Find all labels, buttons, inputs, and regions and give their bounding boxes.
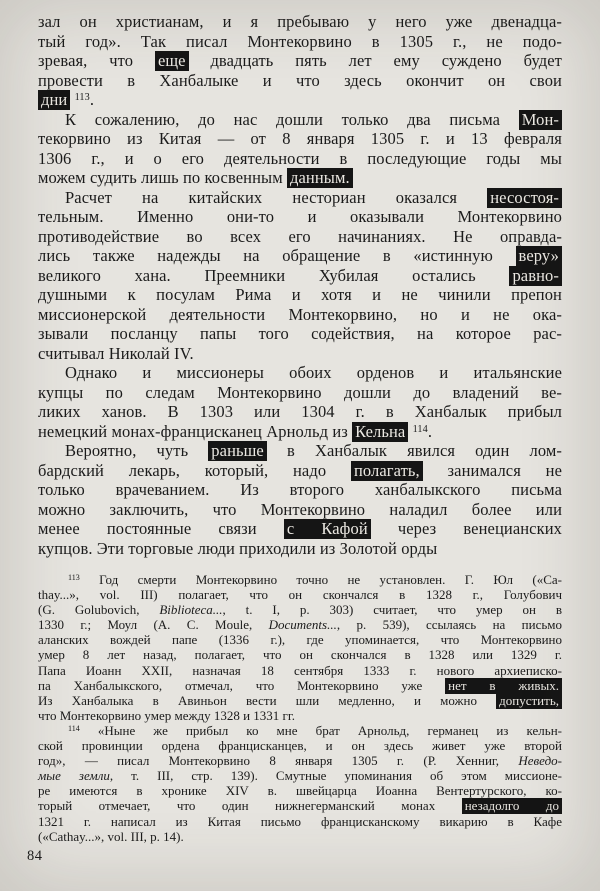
text-segment: («Cathay...», vol. III, р. 14). [38,828,184,844]
footnote-ref: 113 [68,573,80,583]
text-line [38,207,562,227]
text-line [38,266,562,286]
highlighted-text-segment: раньше [208,441,267,461]
text-segment: Из Ханбалыка в Авиньон вести шли медленно, и можно [38,692,497,708]
text-segment: зывали посланцу папы того содействия, на которое рас- [38,324,562,343]
text-segment: Вероятно, чуть [65,441,209,460]
text-segment: год», — писал Монтекорвино 8 января 1305 г. (Р. Хенниг, [38,753,519,769]
text-line [38,602,562,617]
text-segment: купцы по следам Монтекорвино дошли до владений ве- [38,382,562,402]
text-segment: 1330 г.; Моул (А. С. Moule, [38,617,269,633]
text-segment: занимался не [422,460,562,480]
highlighted-text-segment: несостоя- [487,188,562,208]
text-segment: только врачеванием. Из второго ханбалыкского письма [38,480,562,499]
footnote-paragraph [38,572,562,723]
text-segment: , т. III, стр. 139). Смутные упоминания об этом миссионе- [109,768,562,784]
text-segment [408,422,412,441]
footnote-ref: 113 [74,92,90,104]
text-line [38,539,562,559]
text-line [38,441,562,461]
main-text [38,12,562,558]
footnotes [38,572,562,844]
text-segment: Documents... [268,617,337,633]
text-line [38,738,562,753]
text-line [38,246,562,266]
text-segment: в Ханбалык явился один лом- [266,441,562,460]
text-segment: считывал Николай IV. [38,343,194,363]
text-segment: провести в Ханбалыке и что здесь окончит он свои [38,70,562,90]
text-line [38,783,562,798]
text-line [38,188,562,208]
text-line [38,227,562,247]
text-segment: великого хана. Преемники Хубилая остались [38,265,510,285]
text-line [38,572,562,587]
highlighted-text-segment: незадолго до [462,798,562,814]
text-segment: зревая, что [38,51,155,70]
text-segment: Год смерти Монтекорвино точно не установлен. Г. Юл («Ca- [79,572,562,587]
text-segment: Расчет на китайских несториан оказался [65,187,488,207]
text-column [38,12,562,844]
text-segment: что Монтекорвино умер между 1328 и 1331 гг. [38,707,295,723]
text-segment: ликих ханов. В 1303 или 1304 г. в Ханбалык прибыл [38,402,562,421]
text-segment: противодействие во всех его начинаниях. Не оправда- [38,226,562,246]
highlighted-text-segment: Мон- [519,110,562,130]
text-line [38,12,562,32]
text-line [38,129,562,149]
text-line [38,632,562,647]
paragraph [38,441,562,558]
text-segment: бардский лекарь, который, надо [38,460,351,480]
text-segment: , t. I, p. 303) считает, что умер он в [222,602,562,618]
text-line [38,168,562,188]
text-line [38,829,562,844]
text-segment: . [89,90,95,109]
text-line [38,519,562,539]
text-line [38,678,562,693]
text-segment: (G. Golubovich, [38,602,160,618]
text-segment: 1321 г. написал из Китая письмо францисканскому викарию в Кафе [38,813,562,829]
text-segment: текорвино из Китая — от 8 января 1305 г. и 13 февраля [38,129,562,148]
highlighted-text-segment: Кельна [352,422,408,442]
text-segment: . [427,421,433,441]
highlighted-text-segment: полагать, [351,461,423,481]
paragraph [38,12,562,110]
text-line [38,723,562,738]
text-segment: Однако и миссионеры обоих орденов и итальянские [65,363,562,382]
text-line [38,814,562,829]
text-line [38,344,562,364]
highlighted-text-segment: нет в живых. [445,678,562,694]
text-segment: миссионерской деятельности Монтекорвино, но и не ока- [38,304,562,324]
text-line [38,693,562,708]
highlighted-text-segment: допустить, [496,693,562,709]
text-line [38,461,562,481]
footnote-ref: 114 [68,724,80,734]
text-segment: ре имеются в хронике XIV в. швейцарца Иоанна Вентертурского, ко- [38,783,562,799]
text-segment: можно заключить, что Монтекорвино наладил более или [38,499,562,519]
text-line [38,383,562,403]
text-line [38,617,562,632]
text-line [38,324,562,344]
text-line [38,363,562,383]
text-segment: Папа Иоанн XXII, назначая 18 сентября 1333 г. нового архиеписко- [38,662,562,678]
text-line [38,51,562,71]
text-segment: thay...», vol. III) полагает, что он скончался в 1328 г., Голубович [38,587,562,603]
text-segment: двадцать пять лет ему суждено будет [188,51,562,70]
text-line [38,798,562,813]
highlighted-text-segment: данным. [287,168,353,188]
paragraph [38,188,562,364]
text-line [38,71,562,91]
text-line [38,768,562,783]
text-segment: зал он христианам, и я пребываю у него уже двенадца- [38,12,562,31]
text-line [38,32,562,52]
page-number: 84 [27,848,43,864]
text-segment: купцов. Эти торговые люди приходили из Золотой орды [38,538,438,558]
text-line [38,285,562,305]
text-segment: 1306 г., и о его деятельности в последующие годы мы [38,148,562,168]
text-line [38,480,562,500]
text-line [38,149,562,169]
text-segment: менее постоянные связи [38,519,284,538]
highlighted-text-segment: равно- [509,266,562,286]
text-segment: па Ханбалыкского, отмечал, что Монтекорвино уже [38,677,446,693]
footnote-paragraph [38,723,562,844]
text-line [38,402,562,422]
text-segment: можем судить лишь по косвенным [38,168,287,187]
text-segment: Неведо- [518,753,562,769]
text-segment: ской провинции ордена францисканцев, и он здесь живет уже второй [38,738,562,754]
text-segment: тый год». Так писал Монтекорвино в 1305 г., не подо- [38,31,562,51]
text-segment: умер 8 лет назад, полагает, что он скончался в 1328 или 1329 г. [38,647,562,663]
text-segment: , p. 539), ссылаясь на письмо [336,617,562,633]
text-segment: аланских вождей папе (1336 г.), где упоминается, что Монтекорвино [38,632,562,648]
text-line [38,753,562,768]
text-line [38,708,562,723]
text-line [38,305,562,325]
text-line [38,422,562,442]
highlighted-text-segment: с Кафой [284,519,371,539]
highlighted-text-segment: веру» [516,246,562,266]
paragraph [38,363,562,441]
text-line [38,500,562,520]
text-line [38,90,562,110]
text-segment: мые земли [38,768,110,784]
highlighted-text-segment: дни [38,90,70,110]
text-segment: лись также надежды на обращение в «истинную [38,246,516,265]
text-segment: торый отмечает, что один нижнегерманский монах [38,798,462,814]
text-segment: через венецианских [370,519,562,538]
highlighted-text-segment: еще [155,51,189,71]
text-segment: душными к посулам Рима и хотя и не чинили препон [38,285,562,304]
text-segment: тельным. Именно они-то и оказывали Монтекорвино [38,207,562,226]
text-segment: «Ныне же прибыл ко мне брат Арнольд, германец из кельн- [79,722,562,738]
text-segment [70,90,74,109]
paragraph [38,110,562,188]
text-segment: Biblioteca... [159,602,223,618]
text-segment: немецкий монах-францисканец Арнольд из [38,421,353,441]
footnote-ref: 114 [412,423,428,435]
text-line [38,647,562,662]
text-line [38,587,562,602]
text-line [38,663,562,678]
text-segment: К сожалению, до нас дошли только два письма [65,109,519,129]
text-line [38,110,562,130]
